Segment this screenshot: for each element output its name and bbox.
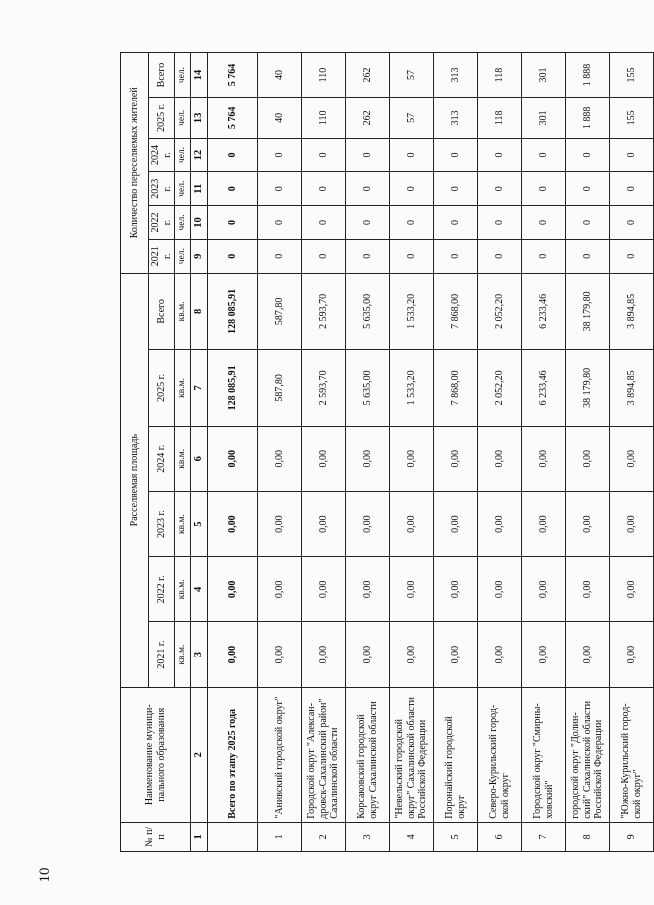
people-cell: 0 xyxy=(434,172,478,206)
total-people-cell: 5 764 xyxy=(208,98,258,139)
area-cell: 0,00 xyxy=(302,557,346,622)
area-cell: 3 894,85 xyxy=(610,350,654,427)
rotated-table-container xyxy=(120,52,643,852)
people-cell: 0 xyxy=(390,172,434,206)
people-cell: 0 xyxy=(522,172,566,206)
row-number: 5 xyxy=(434,822,478,851)
municipality-name: Поронайский городской округ xyxy=(434,687,478,822)
people-cell: 0 xyxy=(434,138,478,172)
header-people-year: 2024 г. xyxy=(149,138,175,172)
unit-people: чел. xyxy=(175,206,191,240)
unit-area: кв.м. xyxy=(175,350,191,427)
area-cell: 0,00 xyxy=(346,557,390,622)
people-cell: 0 xyxy=(478,206,522,240)
total-area-cell: 0,00 xyxy=(208,426,258,491)
table-row xyxy=(390,53,434,852)
people-cell: 0 xyxy=(302,239,346,273)
unit-people: чел. xyxy=(175,53,191,98)
area-cell: 0,00 xyxy=(610,557,654,622)
header-area-total: Всего xyxy=(149,273,175,350)
people-cell: 0 xyxy=(302,172,346,206)
table-row xyxy=(434,53,478,852)
area-cell: 0,00 xyxy=(302,622,346,687)
area-cell: 0,00 xyxy=(610,622,654,687)
area-cell: 0,00 xyxy=(346,491,390,556)
total-row xyxy=(208,53,258,852)
people-cell: 0 xyxy=(390,206,434,240)
header-people-group: Количество переселяемых жителей xyxy=(121,53,149,274)
people-cell: 0 xyxy=(478,138,522,172)
column-number: 6 xyxy=(191,426,208,491)
unit-people: чел. xyxy=(175,239,191,273)
unit-area: кв.м. xyxy=(175,557,191,622)
people-cell: 110 xyxy=(302,98,346,139)
header-name: Наименование муници-пального образования xyxy=(121,687,191,822)
people-cell: 155 xyxy=(610,98,654,139)
header-area-year: 2024 г. xyxy=(149,426,175,491)
area-cell: 38 179,80 xyxy=(566,273,610,350)
people-cell: 0 xyxy=(610,206,654,240)
people-cell: 155 xyxy=(610,53,654,98)
area-cell: 0,00 xyxy=(258,622,302,687)
people-cell: 57 xyxy=(390,53,434,98)
people-cell: 0 xyxy=(302,138,346,172)
column-number: 13 xyxy=(191,98,208,139)
area-cell: 0,00 xyxy=(522,491,566,556)
area-cell: 0,00 xyxy=(522,426,566,491)
area-cell: 7 868,00 xyxy=(434,273,478,350)
municipality-name: городской округ "Долин-ский" Сахалинской области Российской Федерации xyxy=(566,687,610,822)
area-cell: 0,00 xyxy=(522,622,566,687)
area-cell: 0,00 xyxy=(346,622,390,687)
area-cell: 0,00 xyxy=(566,622,610,687)
area-cell: 587,80 xyxy=(258,273,302,350)
column-number: 4 xyxy=(191,557,208,622)
area-cell: 1 533,20 xyxy=(390,273,434,350)
header-people-year: 2023 г. xyxy=(149,172,175,206)
area-cell: 1 533,20 xyxy=(390,350,434,427)
people-cell: 0 xyxy=(302,206,346,240)
people-cell: 0 xyxy=(346,138,390,172)
area-cell: 0,00 xyxy=(434,557,478,622)
people-cell: 0 xyxy=(390,138,434,172)
header-area-year: 2023 г. xyxy=(149,491,175,556)
people-cell: 0 xyxy=(610,138,654,172)
people-cell: 1 888 xyxy=(566,98,610,139)
area-cell: 2 052,20 xyxy=(478,273,522,350)
row-number: 6 xyxy=(478,822,522,851)
total-area-cell: 0,00 xyxy=(208,491,258,556)
people-cell: 57 xyxy=(390,98,434,139)
area-cell: 2 052,20 xyxy=(478,350,522,427)
municipality-name: Городской округ "Смирны-ховский" xyxy=(522,687,566,822)
people-cell: 0 xyxy=(258,206,302,240)
people-cell: 0 xyxy=(522,138,566,172)
area-cell: 587,80 xyxy=(258,350,302,427)
table-row xyxy=(478,53,522,852)
people-cell: 0 xyxy=(346,239,390,273)
total-area-cell: 0,00 xyxy=(208,622,258,687)
header-no: № п/п xyxy=(121,822,191,851)
column-number: 10 xyxy=(191,206,208,240)
header-people-year: 2022 г. xyxy=(149,206,175,240)
unit-area: кв.м. xyxy=(175,426,191,491)
people-cell: 0 xyxy=(566,138,610,172)
total-label: Всего по этапу 2025 года xyxy=(208,687,258,822)
area-cell: 38 179,80 xyxy=(566,350,610,427)
area-cell: 0,00 xyxy=(390,622,434,687)
people-cell: 262 xyxy=(346,98,390,139)
table-row xyxy=(302,53,346,852)
header-area-year: 2022 г. xyxy=(149,557,175,622)
unit-area: кв.м. xyxy=(175,491,191,556)
area-cell: 0,00 xyxy=(434,426,478,491)
people-cell: 313 xyxy=(434,53,478,98)
people-cell: 40 xyxy=(258,53,302,98)
people-cell: 0 xyxy=(610,172,654,206)
people-cell: 1 888 xyxy=(566,53,610,98)
page-number: 10 xyxy=(37,867,53,883)
people-cell: 0 xyxy=(566,172,610,206)
area-cell: 0,00 xyxy=(610,426,654,491)
area-cell: 0,00 xyxy=(478,557,522,622)
column-number: 8 xyxy=(191,273,208,350)
area-cell: 5 635,00 xyxy=(346,350,390,427)
people-cell: 0 xyxy=(434,239,478,273)
unit-people: чел. xyxy=(175,138,191,172)
table-row xyxy=(522,53,566,852)
total-people-cell: 0 xyxy=(208,138,258,172)
area-cell: 6 233,46 xyxy=(522,273,566,350)
people-cell: 0 xyxy=(258,172,302,206)
people-cell: 0 xyxy=(522,206,566,240)
municipality-name: Корсаковский городской округ Сахалинской области xyxy=(346,687,390,822)
row-number: 2 xyxy=(302,822,346,851)
header-area-year: 2025 г. xyxy=(149,350,175,427)
area-cell: 0,00 xyxy=(390,426,434,491)
people-cell: 0 xyxy=(522,239,566,273)
row-number: 9 xyxy=(610,822,654,851)
area-cell: 7 868,00 xyxy=(434,350,478,427)
total-people-cell: 5 764 xyxy=(208,53,258,98)
row-number: 1 xyxy=(258,822,302,851)
area-cell: 0,00 xyxy=(390,557,434,622)
header-row-column-numbers xyxy=(191,53,208,852)
people-cell: 0 xyxy=(610,239,654,273)
column-number: 12 xyxy=(191,138,208,172)
row-number: 4 xyxy=(390,822,434,851)
municipality-name: Городской округ "Алексан-дровск-Сахалинский район" Сахалинской области xyxy=(302,687,346,822)
unit-area: кв.м. xyxy=(175,273,191,350)
area-cell: 6 233,46 xyxy=(522,350,566,427)
table-body xyxy=(121,53,654,852)
header-area-year: 2021 г. xyxy=(149,622,175,687)
header-people-year: 2021 г. xyxy=(149,239,175,273)
area-cell: 0,00 xyxy=(302,426,346,491)
total-people-cell: 0 xyxy=(208,206,258,240)
row-number: 8 xyxy=(566,822,610,851)
area-cell: 0,00 xyxy=(610,491,654,556)
column-number: 1 xyxy=(191,822,208,851)
people-cell: 0 xyxy=(478,172,522,206)
table-row xyxy=(346,53,390,852)
people-cell: 118 xyxy=(478,98,522,139)
people-cell: 0 xyxy=(258,239,302,273)
municipality-name: "Невельский городской округ" Сахалинской области Российской Федерации xyxy=(390,687,434,822)
total-area-cell: 128 085,91 xyxy=(208,350,258,427)
area-cell: 0,00 xyxy=(258,491,302,556)
column-number: 5 xyxy=(191,491,208,556)
people-cell: 0 xyxy=(566,206,610,240)
header-people-year: 2025 г. xyxy=(149,98,175,139)
people-cell: 0 xyxy=(478,239,522,273)
area-cell: 0,00 xyxy=(258,557,302,622)
area-cell: 0,00 xyxy=(522,557,566,622)
area-cell: 2 593,70 xyxy=(302,350,346,427)
area-cell: 5 635,00 xyxy=(346,273,390,350)
column-number: 3 xyxy=(191,622,208,687)
people-cell: 0 xyxy=(434,206,478,240)
column-number: 14 xyxy=(191,53,208,98)
header-area-group: Расселяемая площадь xyxy=(121,273,149,687)
area-cell: 0,00 xyxy=(566,491,610,556)
people-cell: 0 xyxy=(346,172,390,206)
row-number: 3 xyxy=(346,822,390,851)
people-cell: 0 xyxy=(566,239,610,273)
people-cell: 301 xyxy=(522,98,566,139)
column-number: 2 xyxy=(191,687,208,822)
area-cell: 0,00 xyxy=(566,557,610,622)
table-row xyxy=(566,53,610,852)
area-cell: 0,00 xyxy=(566,426,610,491)
area-cell: 0,00 xyxy=(478,426,522,491)
table-row xyxy=(610,53,654,852)
table-row xyxy=(258,53,302,852)
area-cell: 0,00 xyxy=(390,491,434,556)
area-cell: 0,00 xyxy=(302,491,346,556)
people-cell: 0 xyxy=(390,239,434,273)
people-cell: 301 xyxy=(522,53,566,98)
municipality-name: "Южно-Курильский город-ской округ" xyxy=(610,687,654,822)
unit-people: чел. xyxy=(175,98,191,139)
people-cell: 313 xyxy=(434,98,478,139)
area-cell: 0,00 xyxy=(434,491,478,556)
area-cell: 0,00 xyxy=(478,491,522,556)
total-area-cell: 128 085,91 xyxy=(208,273,258,350)
unit-area: кв.м. xyxy=(175,622,191,687)
people-cell: 110 xyxy=(302,53,346,98)
area-cell: 0,00 xyxy=(346,426,390,491)
total-no xyxy=(208,822,258,851)
area-cell: 2 593,70 xyxy=(302,273,346,350)
area-cell: 0,00 xyxy=(434,622,478,687)
total-people-cell: 0 xyxy=(208,239,258,273)
area-cell: 0,00 xyxy=(478,622,522,687)
people-cell: 0 xyxy=(258,138,302,172)
people-cell: 40 xyxy=(258,98,302,139)
total-people-cell: 0 xyxy=(208,172,258,206)
municipality-name: Северо-Курильский город-ской округ xyxy=(478,687,522,822)
people-cell: 262 xyxy=(346,53,390,98)
unit-people: чел. xyxy=(175,172,191,206)
column-number: 9 xyxy=(191,239,208,273)
area-cell: 0,00 xyxy=(258,426,302,491)
row-number: 7 xyxy=(522,822,566,851)
header-people-total: Всего xyxy=(149,53,175,98)
people-cell: 0 xyxy=(346,206,390,240)
column-number: 7 xyxy=(191,350,208,427)
municipality-name: "Анивский городской округ" xyxy=(258,687,302,822)
column-number: 11 xyxy=(191,172,208,206)
area-cell: 3 894,85 xyxy=(610,273,654,350)
total-area-cell: 0,00 xyxy=(208,557,258,622)
people-cell: 118 xyxy=(478,53,522,98)
resettlement-table xyxy=(120,52,654,852)
header-row-groups xyxy=(121,53,149,852)
